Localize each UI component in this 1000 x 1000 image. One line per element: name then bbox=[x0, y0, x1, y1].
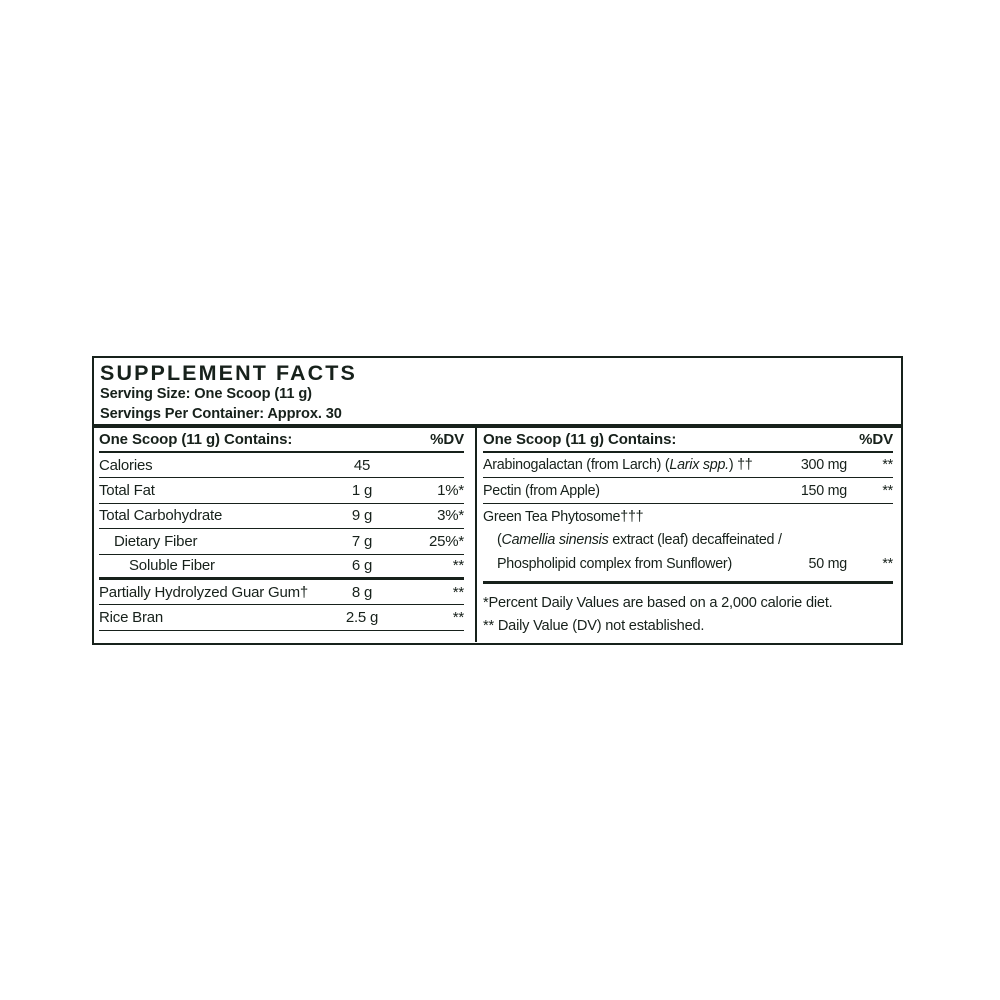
row-dv: 25%* bbox=[428, 532, 464, 550]
row-name: Arabinogalactan (from Larch) (Larix spp.) †† bbox=[483, 457, 753, 474]
table-row-arabinogalactan bbox=[483, 453, 893, 478]
footnote-dv-not-established: ** Daily Value (DV) not established. bbox=[483, 617, 705, 634]
row-name: Total Carbohydrate bbox=[99, 507, 223, 525]
row-dv: ** bbox=[882, 457, 893, 474]
row-amount: 45 bbox=[353, 456, 371, 474]
latin-name: Camellia sinensis bbox=[501, 532, 609, 549]
columns-container bbox=[94, 428, 901, 642]
row-amount: 1 g bbox=[351, 482, 373, 500]
row-dv: ** bbox=[882, 555, 893, 572]
row-amount: 150 mg bbox=[800, 482, 847, 499]
right-column-dv-header: %DV bbox=[859, 431, 893, 448]
row-amount: 50 mg bbox=[808, 555, 847, 572]
left-column bbox=[94, 428, 475, 642]
row-name: Dietary Fiber bbox=[114, 532, 198, 550]
footnote-percent-dv: *Percent Daily Values are based on a 2,000 calorie diet. bbox=[483, 595, 833, 612]
row-name: Calories bbox=[99, 456, 153, 474]
table-row-soluble-fiber bbox=[99, 555, 464, 580]
servings-per-container: Servings Per Container: Approx. 30 bbox=[100, 405, 342, 422]
left-column-header-label: One Scoop (11 g) Contains: bbox=[99, 431, 293, 448]
row-amount: 2.5 g bbox=[345, 609, 379, 627]
left-column-dv-header: %DV bbox=[430, 431, 464, 448]
serving-size: Serving Size: One Scoop (11 g) bbox=[100, 386, 312, 402]
right-column bbox=[477, 428, 901, 642]
left-column-header bbox=[99, 428, 464, 453]
row-name: Pectin (from Apple) bbox=[483, 482, 600, 499]
row-name: Green Tea Phytosome††† bbox=[483, 508, 644, 525]
row-dv: ** bbox=[452, 583, 464, 601]
row-name: Rice Bran bbox=[99, 609, 164, 627]
latin-name: Larix spp. bbox=[669, 457, 729, 474]
table-row-calories bbox=[99, 453, 464, 478]
row-amount: 6 g bbox=[351, 557, 373, 575]
right-column-header-label: One Scoop (11 g) Contains: bbox=[483, 431, 677, 448]
table-row-dietary-fiber bbox=[99, 529, 464, 554]
row-name-detail: (Camellia sinensis extract (leaf) decaffeinated / bbox=[497, 532, 782, 549]
row-amount: 300 mg bbox=[800, 457, 847, 474]
row-name-detail-2: Phospholipid complex from Sunflower) 50 mg ** bbox=[483, 553, 893, 577]
panel-header bbox=[94, 358, 901, 424]
row-dv: ** bbox=[882, 482, 893, 499]
row-name: Soluble Fiber bbox=[129, 557, 215, 575]
row-dv: 3%* bbox=[437, 507, 464, 525]
table-row-guar-gum bbox=[99, 580, 464, 605]
table-row-rice-bran bbox=[99, 605, 464, 630]
footnotes bbox=[483, 584, 893, 637]
row-dv: ** bbox=[452, 609, 464, 627]
row-amount: 9 g bbox=[351, 507, 373, 525]
row-name: Partially Hydrolyzed Guar Gum† bbox=[99, 583, 309, 601]
row-name: Total Fat bbox=[99, 482, 155, 500]
row-amount: 7 g bbox=[351, 532, 373, 550]
table-row-green-tea-phytosome bbox=[483, 504, 893, 585]
table-row-total-fat bbox=[99, 478, 464, 503]
supplement-facts-panel bbox=[92, 356, 903, 645]
table-row-total-carbohydrate bbox=[99, 504, 464, 529]
table-row-pectin bbox=[483, 478, 893, 503]
row-amount: 8 g bbox=[351, 583, 373, 601]
row-dv: 1%* bbox=[437, 482, 464, 500]
right-column-header bbox=[483, 428, 893, 453]
row-dv: ** bbox=[452, 557, 464, 575]
panel-title: SUPPLEMENT FACTS bbox=[100, 361, 357, 385]
